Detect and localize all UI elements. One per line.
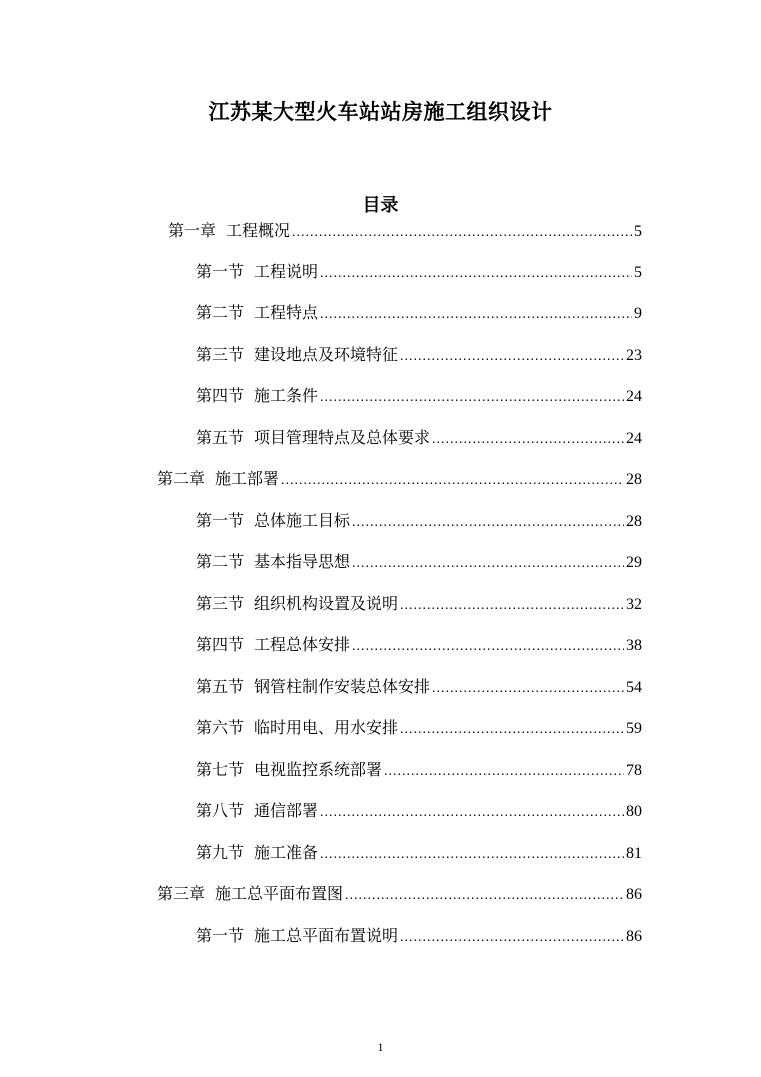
toc-entry-number: 第六节 [196, 718, 245, 737]
toc-entry[interactable] [196, 342, 642, 368]
toc-entry-title: 电视监控系统部署 [254, 760, 383, 779]
toc-dot-leader [281, 468, 624, 494]
toc-entry-number: 第三节 [196, 345, 245, 364]
toc-entry-title: 总体施工目标 [254, 511, 351, 530]
toc-entry[interactable] [196, 798, 642, 824]
toc-entry-title: 通信部署 [254, 801, 319, 820]
toc-entry-title: 施工总平面布置图 [215, 884, 344, 903]
toc-dot-leader [432, 676, 624, 702]
toc-entry-title: 施工准备 [254, 843, 319, 862]
toc-entry-page: 24 [626, 430, 642, 447]
toc-entry-title: 施工条件 [254, 386, 319, 405]
toc-entry-title: 临时用电、用水安排 [254, 718, 399, 737]
toc-entry-page: 29 [626, 554, 642, 571]
toc-entry-page: 80 [626, 803, 642, 820]
toc-entry-page: 32 [626, 596, 642, 613]
toc-dot-leader [320, 842, 624, 868]
toc-dot-leader [320, 302, 632, 328]
toc-dot-leader [352, 551, 624, 577]
toc-entry-title: 钢管柱制作安装总体安排 [254, 677, 431, 696]
toc-entry-number: 第三章 [157, 884, 206, 903]
toc-entry[interactable] [196, 923, 642, 949]
toc-dot-leader [400, 717, 624, 743]
toc-entry-number: 第四节 [196, 635, 245, 654]
toc-entry[interactable] [196, 674, 642, 700]
toc-dot-leader [292, 220, 632, 246]
toc-entry-page: 24 [626, 388, 642, 405]
document-title: 江苏某大型火车站站房施工组织设计 [208, 100, 553, 124]
toc-entry-number: 第九节 [196, 843, 245, 862]
toc-entry[interactable] [196, 591, 642, 617]
toc-entry[interactable] [196, 715, 642, 741]
toc-entry[interactable] [157, 881, 642, 907]
toc-entry-title: 工程特点 [254, 303, 319, 322]
toc-entry-number: 第三节 [196, 594, 245, 613]
toc-dot-leader [400, 925, 624, 951]
toc-dot-leader [320, 385, 624, 411]
toc-entry-page: 5 [634, 223, 642, 240]
toc-entry-number: 第一节 [196, 926, 245, 945]
toc-entry[interactable] [196, 549, 642, 575]
toc-entry-number: 第一章 [168, 221, 217, 240]
toc-entry-title: 工程总体安排 [254, 635, 351, 654]
toc-entry[interactable] [196, 425, 642, 451]
toc-entry-title: 组织机构设置及说明 [254, 594, 399, 613]
toc-entry-page: 59 [626, 720, 642, 737]
toc-entry[interactable] [196, 259, 642, 285]
toc-entry-page: 86 [626, 886, 642, 903]
toc-entry-title: 施工部署 [215, 469, 280, 488]
toc-entry-number: 第五节 [196, 677, 245, 696]
toc-entry-title: 工程概况 [226, 221, 291, 240]
toc-entry-number: 第五节 [196, 428, 245, 447]
toc-entry-title: 基本指导思想 [254, 552, 351, 571]
toc-entry-number: 第二章 [157, 469, 206, 488]
toc-entry-title: 工程说明 [254, 262, 319, 281]
toc-entry-number: 第二节 [196, 303, 245, 322]
toc-entry-page: 86 [626, 928, 642, 945]
toc-entry-page: 23 [626, 347, 642, 364]
toc-entry-number: 第一节 [196, 511, 245, 530]
toc-entry-number: 第七节 [196, 760, 245, 779]
toc-dot-leader [320, 800, 624, 826]
toc-entry-page: 28 [626, 513, 642, 530]
toc-entry-title: 施工总平面布置说明 [254, 926, 399, 945]
toc-entry[interactable] [168, 218, 642, 244]
toc-entry-number: 第一节 [196, 262, 245, 281]
toc-dot-leader [432, 427, 624, 453]
toc-entry-page: 81 [626, 845, 642, 862]
toc-dot-leader [352, 510, 624, 536]
toc-dot-leader [352, 634, 624, 660]
toc-entry[interactable] [157, 466, 642, 492]
toc-entry[interactable] [196, 757, 642, 783]
toc-entry[interactable] [196, 840, 642, 866]
toc-dot-leader [320, 261, 632, 287]
toc-heading: 目录 [362, 195, 399, 216]
toc-entry-number: 第二节 [196, 552, 245, 571]
toc-entry-page: 54 [626, 679, 642, 696]
toc-entry[interactable] [196, 383, 642, 409]
toc-entry-page: 5 [634, 264, 642, 281]
toc-entry-title: 项目管理特点及总体要求 [254, 428, 431, 447]
toc-dot-leader [400, 344, 624, 370]
toc-entry-page: 28 [626, 471, 642, 488]
toc-entry-page: 38 [626, 637, 642, 654]
toc-entry-page: 78 [626, 762, 642, 779]
toc-entry[interactable] [196, 300, 642, 326]
toc-dot-leader [400, 593, 624, 619]
toc-entry[interactable] [196, 632, 642, 658]
toc-entry-page: 9 [634, 305, 642, 322]
toc-entry-number: 第四节 [196, 386, 245, 405]
toc-entry-number: 第八节 [196, 801, 245, 820]
toc-dot-leader [345, 883, 624, 909]
toc-dot-leader [384, 759, 624, 785]
toc-entry[interactable] [196, 508, 642, 534]
page-number: 1 [377, 1040, 384, 1054]
toc-entry-title: 建设地点及环境特征 [254, 345, 399, 364]
